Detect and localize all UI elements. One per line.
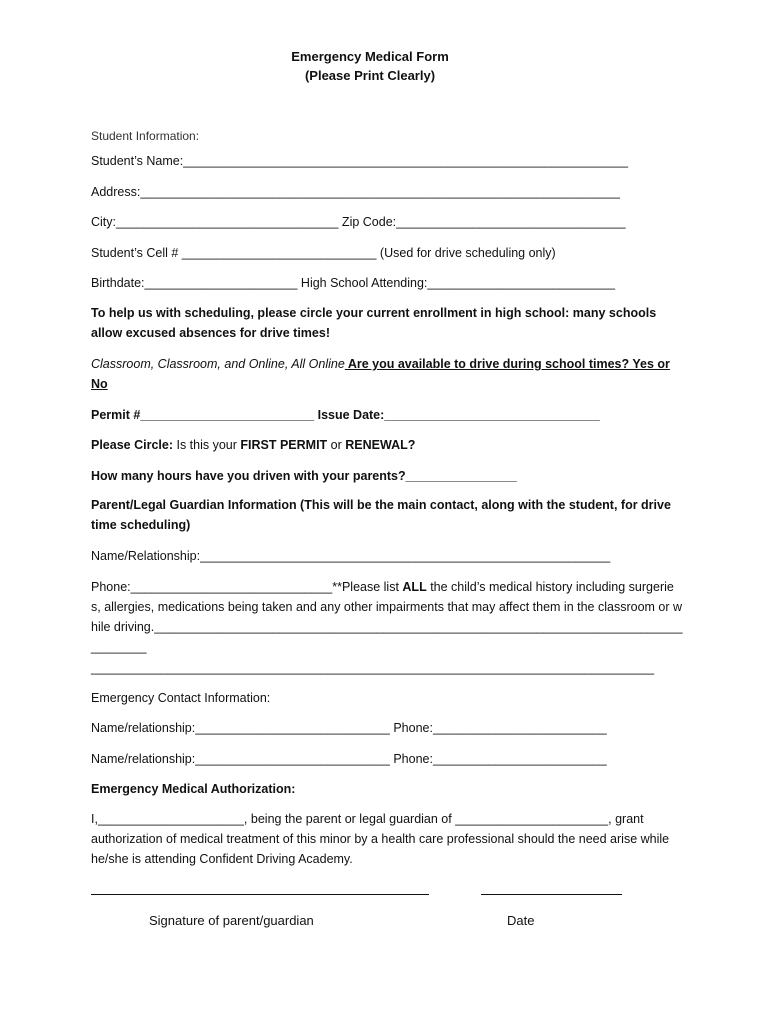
signature-line[interactable] [91, 894, 429, 895]
emergency-section-label: Emergency Contact Information: [91, 691, 271, 705]
enrollment-options[interactable]: Classroom, Classroom, and Online, All Online [91, 357, 345, 371]
phone-suffix: the child’s medical history including surgeries, allergies, medications being taken and any other impairments that may affect them in the classroom or while driving.____________________________________________________________________________________ [91, 580, 683, 654]
first-permit-option[interactable]: FIRST PERMIT [240, 438, 328, 452]
form-subtitle: (Please Print Clearly) [304, 68, 436, 83]
guardian-phone-medical-history[interactable] [91, 577, 683, 657]
date-label: Date [507, 913, 535, 928]
form-title: Emergency Medical Form [291, 49, 449, 64]
medical-history-extra-line[interactable]: _________________________________________________________________________________ [91, 661, 655, 675]
student-section-label: Student Information: [91, 129, 200, 143]
birthdate-school-field[interactable]: Birthdate:______________________ High School Attending:___________________________ [91, 276, 616, 290]
student-name-field[interactable]: Student’s Name:________________________________________________________________ [91, 154, 629, 168]
authorization-heading: Emergency Medical Authorization: [91, 782, 296, 796]
student-cell-field[interactable]: Student’s Cell # ____________________________ (Used for drive scheduling only) [91, 246, 556, 260]
all-emphasis: ALL [402, 580, 427, 594]
permit-field[interactable]: Permit #_________________________ Issue Date:_______________________________ [91, 408, 600, 422]
phone-prefix: Phone:_____________________________**Please list [91, 580, 403, 594]
date-line[interactable] [481, 894, 622, 895]
renewal-option[interactable]: RENEWAL? [345, 438, 416, 452]
circle-label: Please Circle: [91, 438, 173, 452]
signature-label: Signature of parent/guardian [149, 913, 314, 928]
emergency-contact-2-field[interactable]: Name/relationship:____________________________ Phone:_________________________ [91, 752, 607, 766]
hours-driven-field[interactable]: How many hours have you driven with your parents?________________ [91, 469, 517, 483]
circle-text-2: or [327, 438, 346, 452]
permit-circle-line [91, 437, 691, 453]
school-times-question[interactable]: Are you available to drive during school times? Yes or No [91, 357, 670, 391]
circle-text-1: Is this your [173, 438, 241, 452]
city-zip-field[interactable]: City:________________________________ Zip Code:_________________________________ [91, 215, 626, 229]
guardian-heading: Parent/Legal Guardian Information (This will be the main contact, along with the student, for drive time scheduling) [91, 498, 671, 532]
enrollment-prompt: To help us with scheduling, please circle your current enrollment in high school: many schools allow excused absences for drive times! [91, 306, 657, 340]
enrollment-options-line [91, 354, 683, 394]
guardian-name-relationship-field[interactable]: Name/Relationship:___________________________________________________________ [91, 549, 611, 563]
emergency-contact-1-field[interactable]: Name/relationship:____________________________ Phone:_________________________ [91, 721, 607, 735]
authorization-text[interactable]: I,_____________________, being the parent or legal guardian of ______________________, grant authorization of medical treatment of this minor by a health care professional should the need arise while he/she is attending Confident Driving Academy. [91, 812, 670, 866]
address-field[interactable]: Address:_____________________________________________________________________ [91, 185, 621, 199]
